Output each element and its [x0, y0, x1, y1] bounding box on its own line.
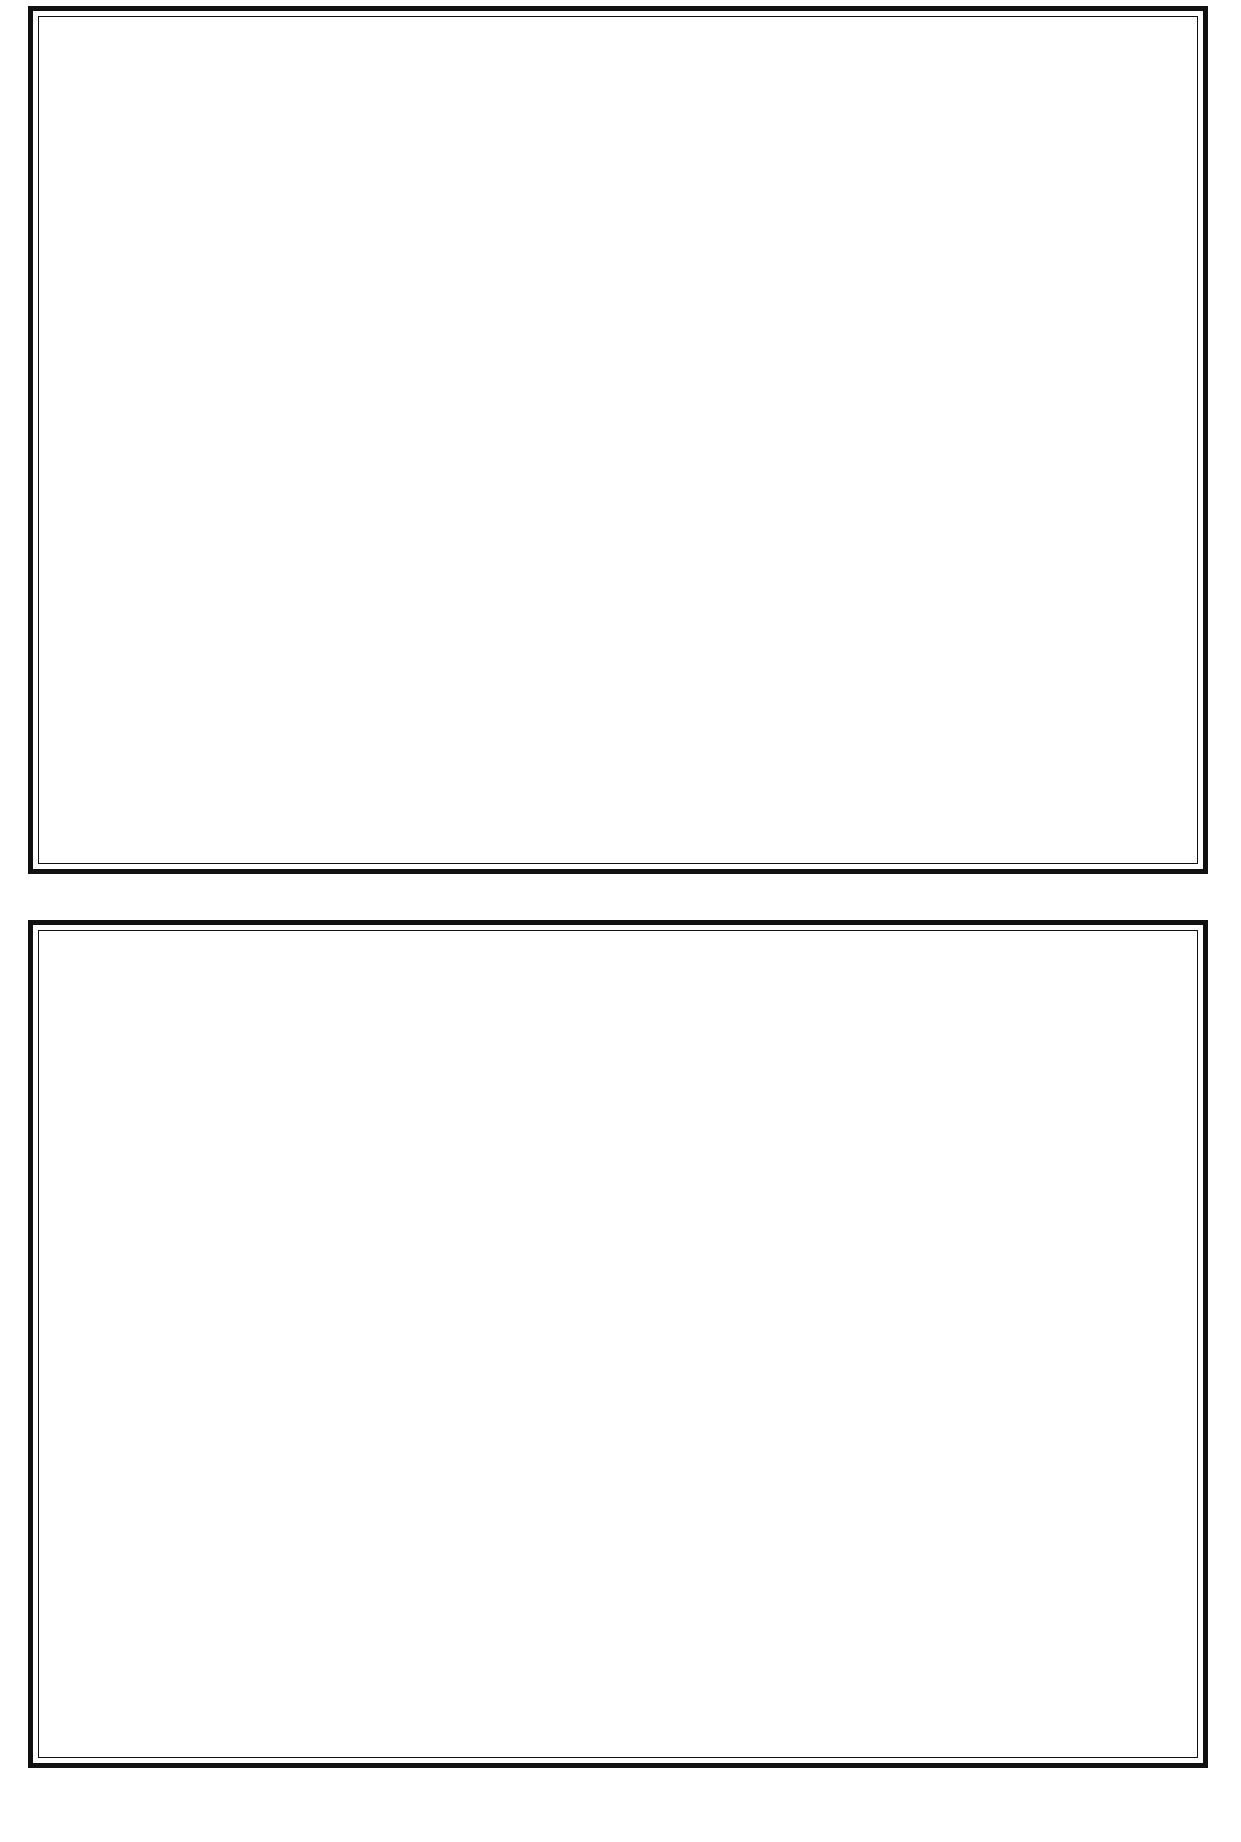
bottom-page-frame [38, 930, 1198, 1758]
bottom-page-columns [39, 931, 1197, 1757]
bottom-page [28, 920, 1208, 1768]
top-page-frame [38, 16, 1198, 864]
top-page [28, 6, 1208, 874]
top-page-columns [39, 17, 1197, 863]
